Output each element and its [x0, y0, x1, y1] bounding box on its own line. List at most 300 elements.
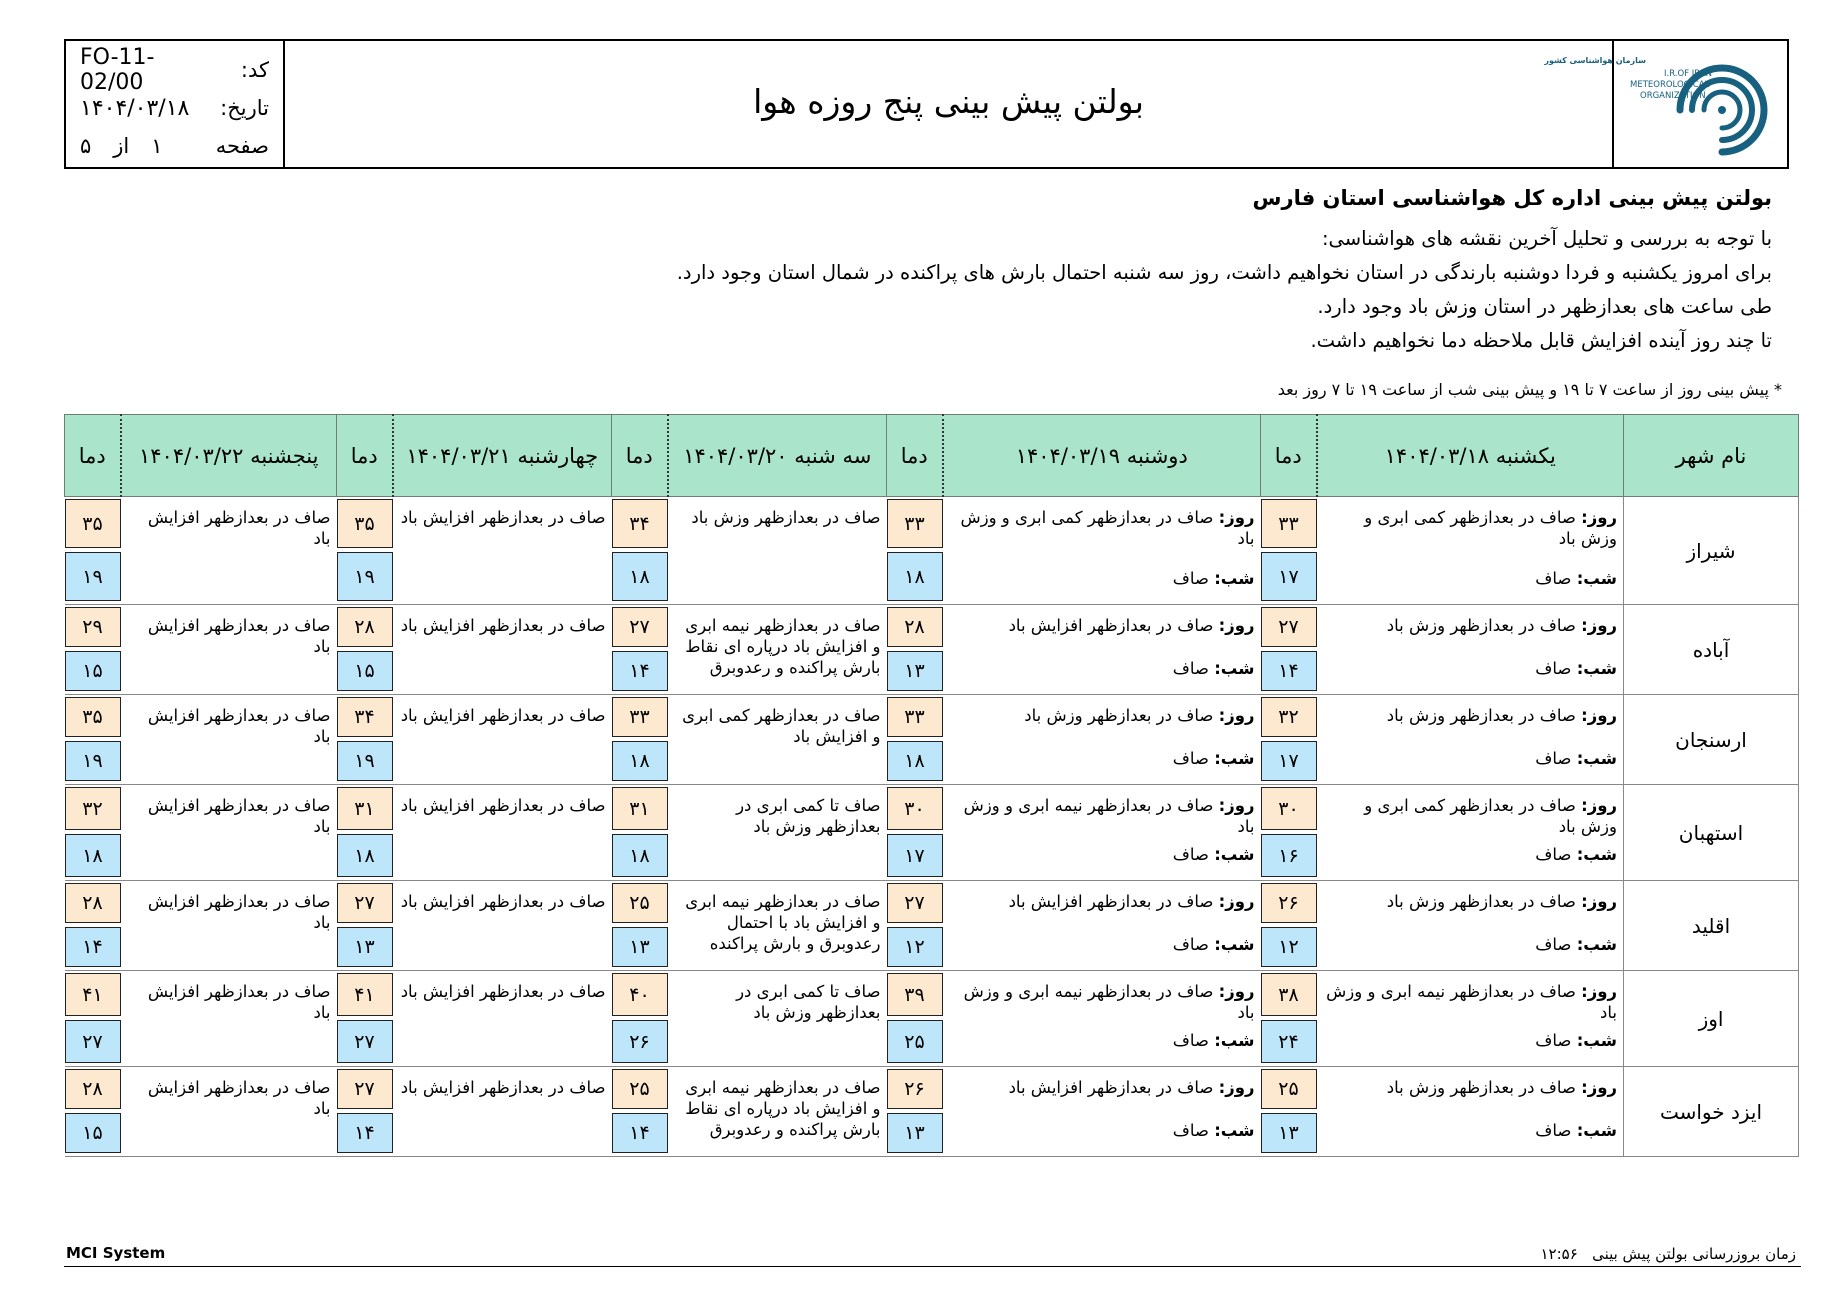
- daily-forecast: [668, 497, 887, 605]
- min-temp: ۱۷: [1261, 741, 1317, 781]
- day-forecast-text: صاف در بعدازظهر نیمه ابری و وزش باد: [963, 982, 1255, 1022]
- forecast-text: صاف تا کمی ابری در بعدازظهر وزش باد: [736, 796, 881, 836]
- max-temp: ۳۳: [887, 697, 943, 737]
- forecast-text: صاف در بعدازظهر وزش باد: [691, 508, 881, 527]
- temperature-box: [612, 695, 668, 783]
- night-label: شب:: [1214, 1031, 1255, 1050]
- max-temp: ۲۷: [612, 607, 668, 647]
- temperature-cell: [887, 605, 943, 695]
- temperature-cell: [65, 695, 121, 785]
- night-forecast: [1173, 844, 1255, 865]
- day-label: روز:: [1218, 982, 1255, 1001]
- table-row: [65, 1067, 1799, 1157]
- temperature-box: [1261, 971, 1317, 1065]
- day-label: روز:: [1218, 616, 1255, 635]
- daily-forecast: [393, 785, 612, 881]
- max-temp: ۲۷: [337, 1069, 393, 1109]
- max-temp: ۳۳: [887, 499, 943, 548]
- day-forecast: [951, 795, 1255, 837]
- night-forecast: [1535, 844, 1617, 865]
- forecast-text: صاف در بعدازظهر افزایش باد: [400, 1078, 606, 1097]
- max-temp: ۲۷: [1261, 607, 1317, 647]
- max-temp: ۲۷: [337, 883, 393, 923]
- update-label: زمان بروزرسانی بولتن پیش بینی: [1592, 1245, 1796, 1263]
- temperature-box: [65, 695, 121, 783]
- min-temp: ۱۹: [337, 741, 393, 781]
- day-label: روز:: [1218, 508, 1255, 527]
- day-forecast-text: صاف در بعدازظهر نیمه ابری و وزش باد: [1326, 982, 1617, 1022]
- page-row: [80, 127, 269, 165]
- temperature-cell: [65, 881, 121, 971]
- min-temp: ۱۳: [612, 927, 668, 967]
- city-name: شیراز: [1624, 497, 1799, 605]
- daily-forecast: [668, 971, 887, 1067]
- temp-column-header: دما: [1261, 415, 1317, 497]
- day-forecast-text: صاف در بعدازظهر وزش باد: [1024, 706, 1214, 725]
- temperature-box: [887, 605, 943, 693]
- daily-forecast: [121, 971, 337, 1067]
- max-temp: ۴۰: [612, 973, 668, 1016]
- city-name: ارسنجان: [1624, 695, 1799, 785]
- forecast-text: [951, 615, 1255, 687]
- day-forecast: [1325, 1077, 1618, 1098]
- night-forecast-text: صاف: [1535, 1031, 1572, 1050]
- temperature-box: [65, 605, 121, 693]
- temperature-cell: [337, 497, 393, 605]
- night-label: شب:: [1214, 935, 1255, 954]
- temperature-cell: [887, 497, 943, 605]
- logo-en-line2: METEOROLOGICAL: [1629, 80, 1709, 90]
- daily-forecast: [393, 497, 612, 605]
- temperature-cell: [337, 881, 393, 971]
- meteorological-organization-logo: [1543, 41, 1787, 167]
- min-temp: ۱۲: [887, 927, 943, 967]
- night-forecast: [1535, 658, 1617, 679]
- forecast-text: صاف در بعدازظهر افزایش باد: [147, 1078, 331, 1118]
- daily-forecast: [393, 605, 612, 695]
- max-temp: ۲۸: [887, 607, 943, 647]
- temperature-box: [612, 1067, 668, 1155]
- temperature-cell: [337, 971, 393, 1067]
- night-label: شب:: [1576, 1031, 1617, 1050]
- night-forecast-text: صاف: [1535, 569, 1572, 588]
- min-temp: ۱۷: [1261, 552, 1317, 601]
- day-night-forecast: [943, 971, 1261, 1067]
- night-forecast-text: صاف: [1535, 1121, 1572, 1140]
- forecast-time-note: * پیش بینی روز از ساعت ۷ تا ۱۹ و پیش بینی شب از ساعت ۱۹ تا ۷ روز بعد: [1277, 380, 1782, 399]
- min-temp: ۱۸: [337, 834, 393, 877]
- temperature-box: [337, 605, 393, 693]
- bulletin-intro: [392, 186, 1772, 360]
- day-forecast: [951, 507, 1255, 549]
- intro-line: طی ساعت های بعدازظهر در استان وزش باد وجود دارد.: [1317, 295, 1772, 318]
- bulletin-header: [64, 39, 1789, 169]
- min-temp: ۲۵: [887, 1020, 943, 1063]
- temperature-cell: [612, 695, 668, 785]
- max-temp: ۳۲: [65, 787, 121, 830]
- max-temp: ۲۸: [65, 1069, 121, 1109]
- night-label: شب:: [1214, 845, 1255, 864]
- max-temp: ۳۵: [65, 499, 121, 548]
- day-label: روز:: [1218, 892, 1255, 911]
- temperature-box: [612, 785, 668, 879]
- min-temp: ۱۵: [65, 651, 121, 691]
- night-forecast-text: صاف: [1535, 935, 1572, 954]
- night-label: شب:: [1576, 845, 1617, 864]
- temperature-cell: [65, 785, 121, 881]
- day-forecast-text: صاف در بعدازظهر کمی ابری و وزش باد: [1364, 508, 1617, 548]
- daily-forecast: [121, 497, 337, 605]
- day-night-forecast: [943, 1067, 1261, 1157]
- temperature-box: [337, 785, 393, 879]
- forecast-text: صاف در بعدازظهر افزایش باد: [147, 982, 331, 1022]
- city-name: ایزد خواست: [1624, 1067, 1799, 1157]
- temperature-cell: [612, 605, 668, 695]
- daily-forecast: [393, 881, 612, 971]
- max-temp: ۲۹: [65, 607, 121, 647]
- bulletin-title-text: بولتن پیش بینی پنج روزه هوا: [753, 81, 1144, 121]
- night-forecast: [1535, 1030, 1617, 1051]
- footer-update-time: [1540, 1245, 1796, 1263]
- day-night-forecast: [1317, 605, 1624, 695]
- night-forecast: [1173, 568, 1255, 589]
- temp-column-header: دما: [612, 415, 668, 497]
- day-label: روز:: [1218, 1078, 1255, 1097]
- day-night-forecast: [1317, 881, 1624, 971]
- page-total: ۵: [80, 134, 92, 158]
- max-temp: ۲۷: [887, 883, 943, 923]
- day-forecast-text: صاف در بعدازظهر نیمه ابری و وزش باد: [963, 796, 1255, 836]
- night-forecast-text: صاف: [1535, 749, 1572, 768]
- temperature-box: [612, 605, 668, 693]
- daily-forecast: [121, 605, 337, 695]
- min-temp: ۱۸: [612, 552, 668, 601]
- temperature-cell: [1261, 971, 1317, 1067]
- footer-system-label: MCI System: [66, 1244, 166, 1262]
- update-time: ۱۲:۵۶: [1540, 1245, 1578, 1263]
- night-forecast: [1173, 1120, 1255, 1141]
- temp-column-header: دما: [337, 415, 393, 497]
- intro-line: برای امروز یکشنبه و فردا دوشنبه بارندگی در استان نخواهیم داشت، روز سه شنبه احتمال بارش های پراکنده در شمال استان وجود دارد.: [676, 261, 1772, 284]
- temperature-cell: [1261, 605, 1317, 695]
- logo-en-line3: ORGANIZATION: [1639, 91, 1706, 101]
- night-label: شب:: [1214, 749, 1255, 768]
- min-temp: ۲۴: [1261, 1020, 1317, 1063]
- city-name: اوز: [1624, 971, 1799, 1067]
- table-row: [65, 971, 1799, 1067]
- date-label: تاریخ:: [220, 96, 269, 120]
- temperature-box: [65, 881, 121, 969]
- max-temp: ۳۴: [612, 499, 668, 548]
- city-name: آباده: [1624, 605, 1799, 695]
- table-row: [65, 785, 1799, 881]
- night-forecast-text: صاف: [1172, 935, 1209, 954]
- min-temp: ۱۳: [887, 1113, 943, 1153]
- night-forecast: [1535, 568, 1617, 589]
- day-forecast: [951, 705, 1255, 726]
- min-temp: ۱۴: [65, 927, 121, 967]
- max-temp: ۲۸: [337, 607, 393, 647]
- temperature-box: [1261, 605, 1317, 693]
- logo-spiral-icon: [1543, 49, 1776, 159]
- day-forecast-text: صاف در بعدازظهر کمی ابری و وزش باد: [1364, 796, 1617, 836]
- night-forecast: [1173, 748, 1255, 769]
- day-forecast: [951, 891, 1255, 912]
- day-label: روز:: [1581, 616, 1617, 635]
- night-forecast: [1173, 934, 1255, 955]
- max-temp: ۳۱: [612, 787, 668, 830]
- night-forecast: [1535, 748, 1617, 769]
- forecast-text: صاف در بعدازظهر افزایش باد: [147, 892, 331, 932]
- forecast-text: صاف در بعدازظهر افزایش باد: [400, 508, 606, 527]
- temperature-cell: [887, 881, 943, 971]
- day-forecast-text: صاف در بعدازظهر وزش باد: [1386, 1078, 1576, 1097]
- forecast-text: صاف در بعدازظهر افزایش باد: [147, 706, 331, 746]
- daily-forecast: [668, 1067, 887, 1157]
- forecast-text: صاف در بعدازظهر نیمه ابری و افزایش باد درپاره ای نقاط بارش پراکنده و رعدوبرق: [685, 616, 881, 677]
- page-number: ۱: [151, 134, 163, 158]
- night-forecast: [1173, 1030, 1255, 1051]
- forecast-text: صاف تا کمی ابری در بعدازظهر وزش باد: [736, 982, 881, 1022]
- page-indicator: [80, 134, 163, 158]
- night-forecast-text: صاف: [1172, 749, 1209, 768]
- day-forecast: [1325, 981, 1618, 1023]
- daily-forecast: [668, 881, 887, 971]
- max-temp: ۳۵: [337, 499, 393, 548]
- day-label: روز:: [1581, 796, 1617, 815]
- forecast-text: [951, 1077, 1255, 1149]
- day-night-forecast: [1317, 785, 1624, 881]
- forecast-table: [64, 414, 1799, 1157]
- temperature-box: [887, 971, 943, 1065]
- night-forecast-text: صاف: [1535, 659, 1572, 678]
- temperature-box: [65, 497, 121, 603]
- day-forecast: [951, 1077, 1255, 1098]
- max-temp: ۳۴: [337, 697, 393, 737]
- day-forecast: [951, 981, 1255, 1023]
- max-temp: ۳۹: [887, 973, 943, 1016]
- night-forecast: [1173, 658, 1255, 679]
- day-night-forecast: [943, 785, 1261, 881]
- day-forecast: [1325, 705, 1618, 726]
- temperature-cell: [1261, 695, 1317, 785]
- temperature-cell: [612, 785, 668, 881]
- forecast-text: [951, 705, 1255, 777]
- day-column-header: پنجشنبه ۱۴۰۴/۰۳/۲۲: [121, 415, 337, 497]
- temperature-cell: [1261, 497, 1317, 605]
- temperature-cell: [1261, 785, 1317, 881]
- day-label: روز:: [1581, 706, 1617, 725]
- temperature-box: [65, 785, 121, 879]
- table-header-row: [65, 415, 1799, 497]
- day-column-header: دوشنبه ۱۴۰۴/۰۳/۱۹: [943, 415, 1261, 497]
- daily-forecast: [668, 605, 887, 695]
- forecast-text: صاف در بعدازظهر افزایش باد: [400, 892, 606, 911]
- max-temp: ۳۲: [1261, 697, 1317, 737]
- day-column-header: یکشنبه ۱۴۰۴/۰۳/۱۸: [1317, 415, 1624, 497]
- day-night-forecast: [943, 497, 1261, 605]
- night-label: شب:: [1214, 659, 1255, 678]
- day-forecast-text: صاف در بعدازظهر وزش باد: [1386, 706, 1576, 725]
- night-forecast-text: صاف: [1172, 845, 1209, 864]
- day-label: روز:: [1581, 508, 1617, 527]
- min-temp: ۱۴: [337, 1113, 393, 1153]
- bulletin-title: [285, 41, 1612, 167]
- forecast-text: [1325, 891, 1618, 963]
- night-label: شب:: [1576, 659, 1617, 678]
- day-night-forecast: [1317, 1067, 1624, 1157]
- forecast-text: صاف در بعدازظهر کمی ابری و افزایش باد: [682, 706, 881, 746]
- night-forecast: [1535, 934, 1617, 955]
- max-temp: ۳۵: [65, 697, 121, 737]
- day-label: روز:: [1581, 982, 1617, 1001]
- temperature-cell: [65, 605, 121, 695]
- forecast-text: [951, 507, 1255, 597]
- min-temp: ۲۷: [65, 1020, 121, 1063]
- intro-title: بولتن پیش بینی اداره کل هواشناسی استان فارس: [1252, 186, 1772, 210]
- daily-forecast: [121, 1067, 337, 1157]
- temperature-cell: [612, 497, 668, 605]
- min-temp: ۱۹: [65, 741, 121, 781]
- day-column-header: سه شنبه ۱۴۰۴/۰۳/۲۰: [668, 415, 887, 497]
- forecast-text: صاف در بعدازظهر نیمه ابری و افزایش باد درپاره ای نقاط بارش پراکنده و رعدوبرق: [685, 1078, 881, 1139]
- max-temp: ۳۸: [1261, 973, 1317, 1016]
- city-name: استهبان: [1624, 785, 1799, 881]
- daily-forecast: [393, 971, 612, 1067]
- min-temp: ۱۵: [65, 1113, 121, 1153]
- temperature-cell: [337, 785, 393, 881]
- night-forecast-text: صاف: [1172, 569, 1209, 588]
- day-forecast: [1325, 795, 1618, 837]
- day-column-header: چهارشنبه ۱۴۰۴/۰۳/۲۱: [393, 415, 612, 497]
- min-temp: ۱۶: [1261, 834, 1317, 877]
- temperature-box: [887, 497, 943, 603]
- temperature-cell: [65, 1067, 121, 1157]
- temperature-cell: [65, 497, 121, 605]
- temperature-cell: [887, 1067, 943, 1157]
- temperature-cell: [887, 971, 943, 1067]
- min-temp: ۱۷: [887, 834, 943, 877]
- forecast-text: [1325, 705, 1618, 777]
- temperature-box: [612, 971, 668, 1065]
- max-temp: ۲۸: [65, 883, 121, 923]
- city-name: اقلید: [1624, 881, 1799, 971]
- night-forecast-text: صاف: [1535, 845, 1572, 864]
- forecast-text: [1325, 981, 1618, 1059]
- night-label: شب:: [1576, 749, 1617, 768]
- night-label: شب:: [1214, 569, 1255, 588]
- forecast-text: [1325, 795, 1618, 873]
- min-temp: ۱۹: [337, 552, 393, 601]
- page-of: از: [113, 134, 130, 158]
- max-temp: ۳۳: [1261, 499, 1317, 548]
- day-night-forecast: [1317, 497, 1624, 605]
- min-temp: ۱۸: [612, 834, 668, 877]
- table-row: [65, 605, 1799, 695]
- temperature-cell: [887, 785, 943, 881]
- daily-forecast: [393, 695, 612, 785]
- night-forecast: [1535, 1120, 1617, 1141]
- min-temp: ۱۲: [1261, 927, 1317, 967]
- document-meta: [66, 41, 285, 167]
- day-label: روز:: [1218, 706, 1255, 725]
- temperature-box: [887, 1067, 943, 1155]
- day-forecast: [1325, 615, 1618, 636]
- min-temp: ۱۸: [887, 552, 943, 601]
- day-forecast: [1325, 507, 1618, 549]
- forecast-text: [1325, 507, 1618, 597]
- logo-en-line1: I.R.OF IRAN: [1663, 69, 1712, 79]
- max-temp: ۳۳: [612, 697, 668, 737]
- daily-forecast: [393, 1067, 612, 1157]
- max-temp: ۴۱: [337, 973, 393, 1016]
- temperature-cell: [612, 881, 668, 971]
- daily-forecast: [121, 785, 337, 881]
- day-forecast-text: صاف در بعدازظهر وزش باد: [1386, 892, 1576, 911]
- intro-line: با توجه به بررسی و تحلیل آخرین نقشه های هواشناسی:: [1321, 227, 1772, 250]
- temperature-cell: [65, 971, 121, 1067]
- min-temp: ۲۶: [612, 1020, 668, 1063]
- temperature-box: [337, 881, 393, 969]
- logo-fa-text: سازمان هواشناسی کشور: [1543, 56, 1646, 65]
- max-temp: ۲۶: [887, 1069, 943, 1109]
- temperature-box: [337, 1067, 393, 1155]
- temperature-box: [65, 1067, 121, 1155]
- forecast-text: [1325, 1077, 1618, 1149]
- footer-divider: [64, 1266, 1801, 1267]
- temperature-cell: [337, 695, 393, 785]
- night-forecast-text: صاف: [1172, 1031, 1209, 1050]
- temperature-box: [887, 695, 943, 783]
- min-temp: ۱۸: [65, 834, 121, 877]
- min-temp: ۱۳: [337, 927, 393, 967]
- night-label: شب:: [1576, 1121, 1617, 1140]
- day-forecast-text: صاف در بعدازظهر وزش باد: [1386, 616, 1576, 635]
- table-row: [65, 695, 1799, 785]
- night-forecast-text: صاف: [1172, 1121, 1209, 1140]
- day-label: روز:: [1581, 1078, 1617, 1097]
- night-label: شب:: [1214, 1121, 1255, 1140]
- temperature-box: [1261, 1067, 1317, 1155]
- forecast-text: صاف در بعدازظهر افزایش باد: [147, 796, 331, 836]
- temperature-box: [337, 695, 393, 783]
- day-forecast: [1325, 891, 1618, 912]
- max-temp: ۴۱: [65, 973, 121, 1016]
- page-label: صفحه: [215, 134, 269, 158]
- code-label: کد:: [240, 58, 269, 82]
- temperature-box: [612, 881, 668, 969]
- max-temp: ۲۶: [1261, 883, 1317, 923]
- max-temp: ۳۰: [887, 787, 943, 830]
- temperature-box: [612, 497, 668, 603]
- forecast-text: صاف در بعدازظهر افزایش باد: [400, 706, 606, 725]
- day-night-forecast: [1317, 971, 1624, 1067]
- max-temp: ۲۵: [612, 883, 668, 923]
- day-forecast-text: صاف در بعدازظهر افزایش باد: [1008, 1078, 1214, 1097]
- daily-forecast: [668, 785, 887, 881]
- temperature-box: [1261, 695, 1317, 783]
- temperature-cell: [612, 1067, 668, 1157]
- forecast-text: صاف در بعدازظهر افزایش باد: [147, 508, 331, 548]
- forecast-text: صاف در بعدازظهر افزایش باد: [400, 982, 606, 1001]
- temperature-cell: [1261, 881, 1317, 971]
- forecast-text: [951, 795, 1255, 873]
- min-temp: ۱۸: [612, 741, 668, 781]
- forecast-text: [951, 891, 1255, 963]
- temperature-cell: [887, 695, 943, 785]
- daily-forecast: [121, 881, 337, 971]
- temp-column-header: دما: [65, 415, 121, 497]
